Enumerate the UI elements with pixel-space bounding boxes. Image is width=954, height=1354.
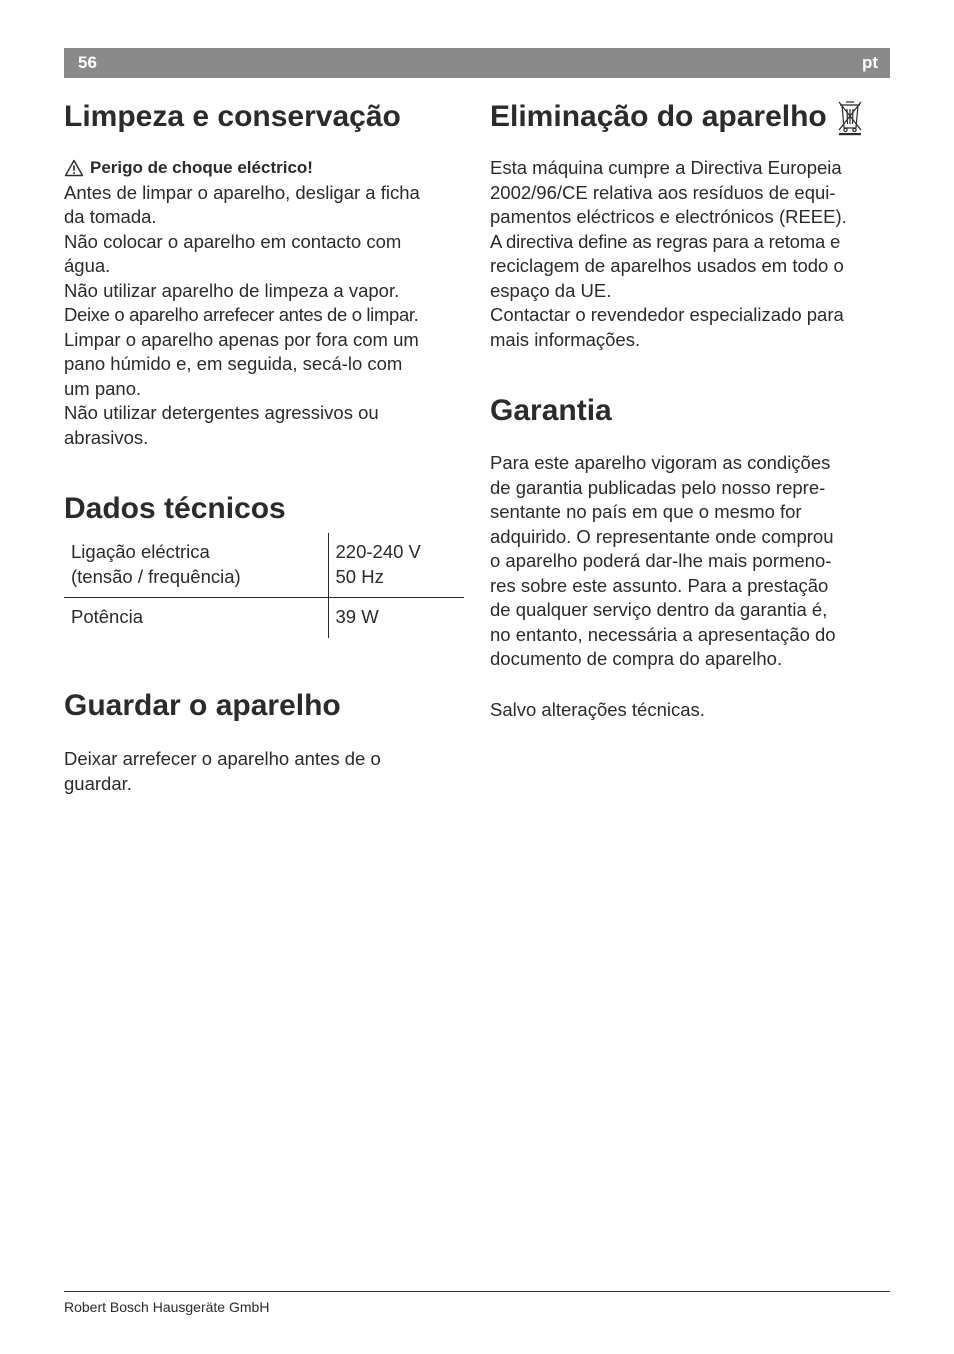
tech-label: (tensão / frequência) xyxy=(71,565,241,587)
disposal-line: pamentos eléctricos e electrónicos (REEE). xyxy=(490,206,847,227)
warning-text: Perigo de choque eléctrico! xyxy=(90,158,313,177)
page-header xyxy=(64,48,890,78)
warranty-line: documento de compra do aparelho. xyxy=(490,648,783,669)
warranty-title: Garantia xyxy=(490,394,612,427)
cleaning-line: Não utilizar aparelho de limpeza a vapor. xyxy=(64,279,400,301)
cleaning-line: abrasivos. xyxy=(64,426,149,448)
disposal-line: Esta máquina cumpre a Directiva Europeia xyxy=(490,157,842,178)
cleaning-line: da tomada. xyxy=(64,206,157,227)
storage-title: Guardar o aparelho xyxy=(64,689,341,722)
cleaning-line: Não colocar o aparelho em contacto com xyxy=(64,230,402,252)
cleaning-line: Antes de limpar o aparelho, desligar a ficha xyxy=(64,181,420,203)
table-value-cell xyxy=(328,598,464,638)
warranty-line: adquirido. O representante onde comprou xyxy=(490,525,834,547)
disposal-line: mais informações. xyxy=(490,328,641,350)
warranty-line: sentante no país em que o mesmo for xyxy=(490,501,802,522)
disposal-line: Contactar o revendedor especializado para xyxy=(490,304,844,325)
technical-changes-note xyxy=(490,698,890,723)
warranty-line: de qualquer serviço dentro da garantia é, xyxy=(490,599,828,620)
disposal-section xyxy=(490,156,890,352)
table-row xyxy=(64,598,464,638)
storage-line: Deixar arrefecer o aparelho antes de o xyxy=(64,748,381,769)
warranty-line: de garantia publicadas pelo nosso repre- xyxy=(490,476,826,498)
page-number: 56 xyxy=(78,53,97,72)
table-row xyxy=(64,533,464,598)
footer-company: Robert Bosch Hausgeräte GmbH xyxy=(64,1299,270,1315)
table-value-cell xyxy=(328,533,464,598)
tech-value: 220-240 V xyxy=(335,541,421,562)
tech-title: Dados técnicos xyxy=(64,492,286,525)
cleaning-section xyxy=(64,156,464,450)
disposal-line: A directiva define as regras para a retoma e xyxy=(490,230,841,252)
cleaning-line: Limpar o aparelho apenas por fora com um xyxy=(64,328,419,350)
tech-label: Potência xyxy=(71,606,143,627)
tech-table xyxy=(64,533,464,638)
tech-value: 39 W xyxy=(335,606,379,627)
warranty-line: no entanto, necessária a apresentação do xyxy=(490,623,836,645)
disposal-heading xyxy=(490,99,865,135)
table-label-cell xyxy=(64,533,328,598)
disposal-line: reciclagem de aparelhos usados em todo o xyxy=(490,255,844,276)
tech-label: Ligação eléctrica xyxy=(71,541,210,562)
storage-section xyxy=(64,747,464,796)
cleaning-line: pano húmido e, em seguida, secá-lo com xyxy=(64,353,403,374)
cleaning-line: um pano. xyxy=(64,377,142,399)
table-label-cell xyxy=(64,598,328,638)
storage-line: guardar. xyxy=(64,772,132,794)
warranty-line: Para este aparelho vigoram as condições xyxy=(490,452,831,473)
warning-line xyxy=(64,156,464,181)
cleaning-line: Deixe o aparelho arrefecer antes de o limpar. xyxy=(64,304,419,325)
footer-divider xyxy=(64,1291,890,1292)
crossed-out-bin-icon xyxy=(835,98,865,136)
warranty-line: o aparelho poderá dar-lhe mais pormeno- xyxy=(490,550,832,571)
disposal-line: espaço da UE. xyxy=(490,279,612,301)
disposal-line: 2002/96/CE relativa aos resíduos de equi- xyxy=(490,181,836,203)
disposal-title: Eliminação do aparelho xyxy=(490,100,827,133)
warranty-line: res sobre este assunto. Para a prestação xyxy=(490,574,829,596)
note-text: Salvo alterações técnicas. xyxy=(490,699,705,720)
cleaning-line: água. xyxy=(64,255,111,276)
language-code: pt xyxy=(861,53,878,72)
tech-value: 50 Hz xyxy=(335,565,384,587)
cleaning-line: Não utilizar detergentes agressivos ou xyxy=(64,402,379,423)
warranty-section xyxy=(490,451,890,672)
cleaning-title: Limpeza e conservação xyxy=(64,100,401,133)
warning-triangle-icon xyxy=(64,159,84,177)
